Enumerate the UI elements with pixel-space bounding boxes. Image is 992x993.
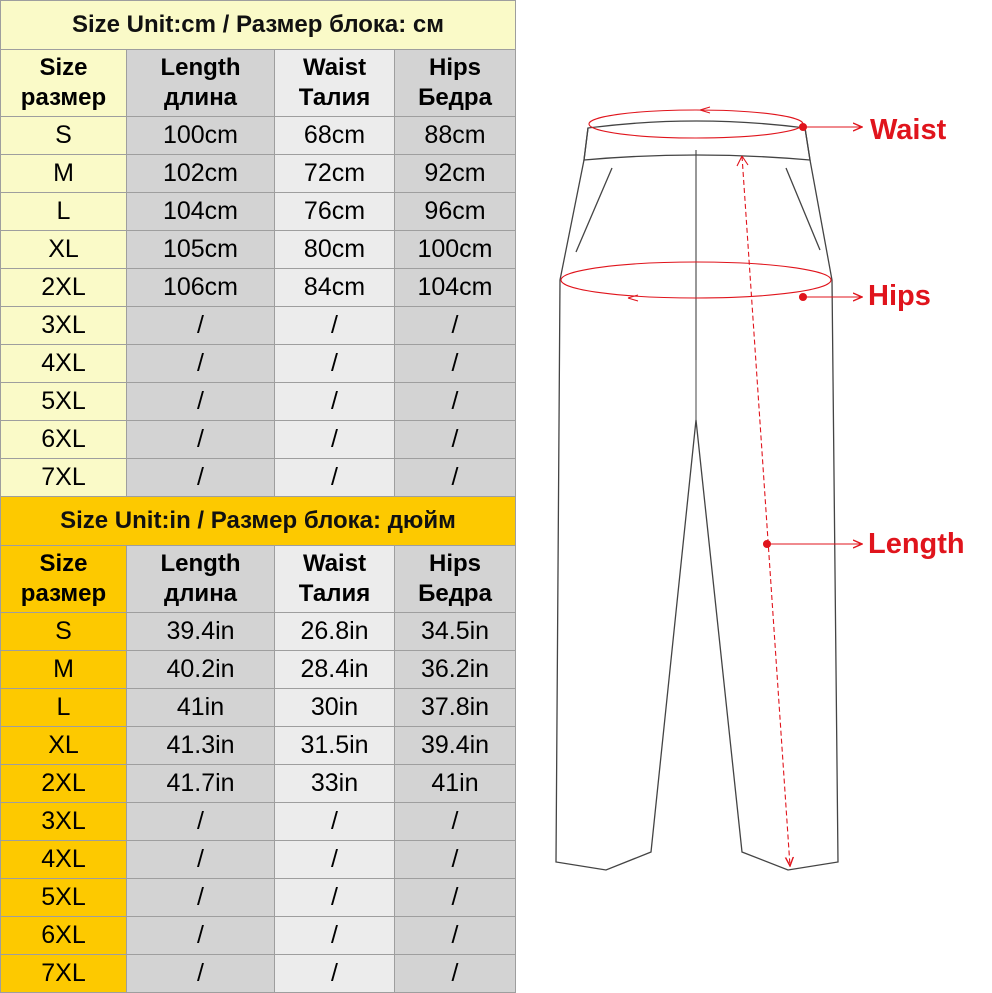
size-cell: 4XL	[1, 841, 127, 879]
hips-label: Hips	[868, 280, 931, 312]
size-table-cm	[0, 0, 516, 497]
size-cell: 7XL	[1, 459, 127, 497]
table-row	[1, 803, 516, 841]
hips-cell: 34.5in	[395, 613, 516, 651]
hips-cell: 92cm	[395, 155, 516, 193]
length-cell: /	[127, 879, 275, 917]
table-row	[1, 193, 516, 231]
hips-cell: /	[395, 879, 516, 917]
waist-cell: /	[275, 879, 395, 917]
size-cell: L	[1, 689, 127, 727]
table-row	[1, 269, 516, 307]
table-row	[1, 421, 516, 459]
length-label: Length	[868, 528, 965, 560]
size-table-in	[0, 496, 516, 993]
table-row	[1, 879, 516, 917]
length-measure-line	[737, 156, 862, 866]
length-cell: /	[127, 955, 275, 993]
length-cell: 41.7in	[127, 765, 275, 803]
length-cell: 106cm	[127, 269, 275, 307]
header-hips: Hips Бедра	[395, 50, 516, 117]
table-row	[1, 613, 516, 651]
waist-cell: /	[275, 383, 395, 421]
table-title-cm: Size Unit:cm / Размер блока: см	[1, 1, 516, 50]
table-row	[1, 345, 516, 383]
waist-cell: 33in	[275, 765, 395, 803]
header-size: Size размер	[1, 546, 127, 613]
waist-cell: 28.4in	[275, 651, 395, 689]
table-row	[1, 307, 516, 345]
length-cell: 105cm	[127, 231, 275, 269]
length-cell: 100cm	[127, 117, 275, 155]
table-row	[1, 459, 516, 497]
waist-cell: /	[275, 307, 395, 345]
length-cell: /	[127, 307, 275, 345]
hips-cell: 39.4in	[395, 727, 516, 765]
length-cell: 40.2in	[127, 651, 275, 689]
hips-cell: /	[395, 841, 516, 879]
waist-measure-line	[589, 107, 862, 138]
waist-cell: 31.5in	[275, 727, 395, 765]
size-cell: XL	[1, 727, 127, 765]
size-cell: 7XL	[1, 955, 127, 993]
length-cell: /	[127, 383, 275, 421]
size-cell: 3XL	[1, 803, 127, 841]
size-cell: M	[1, 155, 127, 193]
length-cell: 39.4in	[127, 613, 275, 651]
waist-cell: /	[275, 917, 395, 955]
length-cell: 104cm	[127, 193, 275, 231]
table-title-in: Size Unit:in / Размер блока: дюйм	[1, 497, 516, 546]
waist-cell: 68cm	[275, 117, 395, 155]
header-length: Length длина	[127, 50, 275, 117]
hips-cell: /	[395, 421, 516, 459]
length-cell: 41in	[127, 689, 275, 727]
table-row	[1, 727, 516, 765]
hips-cell: 36.2in	[395, 651, 516, 689]
hips-measure-line	[561, 262, 862, 301]
header-hips: Hips Бедра	[395, 546, 516, 613]
waist-cell: 26.8in	[275, 613, 395, 651]
hips-cell: 104cm	[395, 269, 516, 307]
hips-cell: 37.8in	[395, 689, 516, 727]
waist-cell: /	[275, 345, 395, 383]
hips-cell: /	[395, 307, 516, 345]
table-row	[1, 231, 516, 269]
table-row	[1, 155, 516, 193]
waist-label: Waist	[870, 114, 947, 146]
size-cell: S	[1, 613, 127, 651]
table-row	[1, 117, 516, 155]
header-waist: Waist Талия	[275, 546, 395, 613]
header-length: Length длина	[127, 546, 275, 613]
length-cell: /	[127, 459, 275, 497]
size-cell: 4XL	[1, 345, 127, 383]
size-cell: 3XL	[1, 307, 127, 345]
length-cell: 41.3in	[127, 727, 275, 765]
table-row	[1, 955, 516, 993]
table-row	[1, 689, 516, 727]
size-cell: 6XL	[1, 421, 127, 459]
waist-cell: /	[275, 803, 395, 841]
waist-cell: 72cm	[275, 155, 395, 193]
size-cell: XL	[1, 231, 127, 269]
hips-cell: 41in	[395, 765, 516, 803]
hips-cell: /	[395, 955, 516, 993]
table-row	[1, 841, 516, 879]
hips-cell: /	[395, 803, 516, 841]
waist-cell: /	[275, 421, 395, 459]
size-cell: 5XL	[1, 383, 127, 421]
size-cell: S	[1, 117, 127, 155]
header-size: Size размер	[1, 50, 127, 117]
hips-cell: /	[395, 459, 516, 497]
length-cell: /	[127, 917, 275, 955]
table-row	[1, 651, 516, 689]
size-cell: 5XL	[1, 879, 127, 917]
pants-outline	[556, 121, 838, 870]
waist-cell: /	[275, 841, 395, 879]
length-cell: /	[127, 803, 275, 841]
pants-diagram	[516, 0, 992, 992]
size-cell: M	[1, 651, 127, 689]
hips-cell: 100cm	[395, 231, 516, 269]
waist-cell: 76cm	[275, 193, 395, 231]
waist-cell: /	[275, 955, 395, 993]
hips-cell: /	[395, 383, 516, 421]
header-waist: Waist Талия	[275, 50, 395, 117]
waist-cell: 84cm	[275, 269, 395, 307]
size-cell: 6XL	[1, 917, 127, 955]
size-cell: 2XL	[1, 269, 127, 307]
waist-cell: 30in	[275, 689, 395, 727]
length-cell: /	[127, 345, 275, 383]
hips-cell: /	[395, 345, 516, 383]
table-row	[1, 383, 516, 421]
length-cell: /	[127, 841, 275, 879]
waist-cell: 80cm	[275, 231, 395, 269]
table-row	[1, 917, 516, 955]
length-cell: /	[127, 421, 275, 459]
table-row	[1, 765, 516, 803]
size-cell: L	[1, 193, 127, 231]
hips-cell: /	[395, 917, 516, 955]
size-cell: 2XL	[1, 765, 127, 803]
length-cell: 102cm	[127, 155, 275, 193]
hips-cell: 96cm	[395, 193, 516, 231]
waist-cell: /	[275, 459, 395, 497]
hips-cell: 88cm	[395, 117, 516, 155]
